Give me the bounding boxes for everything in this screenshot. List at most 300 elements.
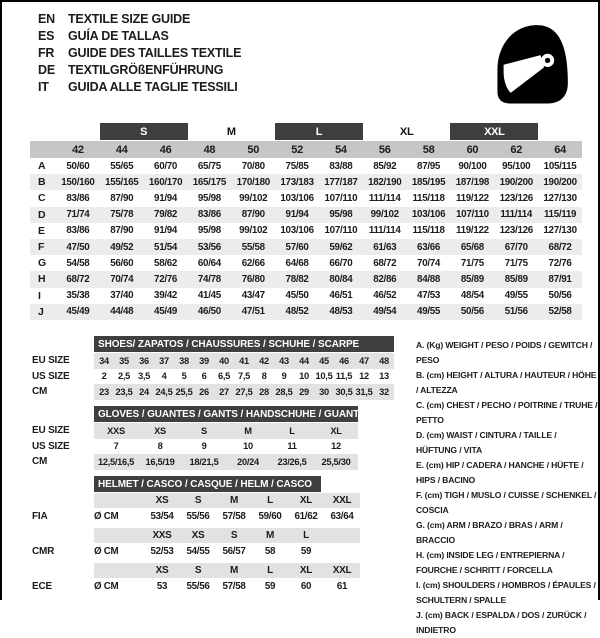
diameter-unit-label: Ø CM: [94, 546, 119, 557]
standard-label: FIA: [32, 511, 48, 522]
sub-table-value: 2: [101, 371, 107, 382]
row-letter: C: [38, 192, 46, 205]
size-value: 51/54: [154, 241, 178, 253]
helmet-size-header: XS: [180, 528, 216, 543]
legend-item: I. (cm) SHOULDERS / HOMBROS / ÉPAULES / SCHULTERN / SPALLE: [416, 580, 596, 605]
size-value: 59/62: [329, 241, 353, 253]
size-value: 67/70: [504, 241, 528, 253]
sub-table-value: 28: [254, 384, 274, 400]
legend-item: J. (cm) BACK / ESPALDA / DOS / ZURÜCK / INDIETRO: [416, 610, 587, 635]
spacer-cell: [32, 336, 94, 352]
sub-table-value: 23,5: [114, 384, 134, 400]
sub-table-row: [32, 454, 358, 470]
sub-table-value: 6,5: [217, 371, 231, 382]
helmet-size-header: M: [216, 493, 252, 508]
row-letter: H: [38, 273, 46, 286]
size-value: 107/110: [324, 192, 358, 204]
row-letter: B: [38, 176, 46, 189]
size-col-header: 44: [115, 143, 128, 156]
size-value: 83/86: [66, 192, 90, 204]
sub-table-value: 12,5/16,5: [94, 454, 138, 470]
legend-item: D. (cm) WAIST / CINTURA / TAILLE / HÜFTUNG / VITA: [416, 430, 557, 455]
size-value: 91/94: [154, 225, 178, 237]
sub-table-value: 44: [294, 353, 314, 369]
size-value: 47/50: [66, 241, 90, 253]
sub-table-value: 10: [243, 441, 253, 452]
size-value: 115/118: [412, 225, 445, 237]
helmet-size-value: 59: [264, 581, 276, 592]
language-title: TEXTILGRÖßENFÜHRUNG: [68, 63, 224, 77]
helmet-value-row: [32, 543, 360, 560]
helmet-size-value: 54/55: [186, 546, 210, 557]
helmet-size-value: 59: [300, 546, 312, 557]
helmet-size-header: M: [216, 563, 252, 578]
sub-table-value: 27,5: [234, 384, 254, 400]
sub-table-value: 45: [314, 353, 334, 369]
measure-row: [30, 304, 582, 320]
legend-item: H. (cm) INSIDE LEG / ENTREPIERNA / FOURCHE / SCHRITT / FORCELLA: [416, 550, 565, 575]
size-value: 83/86: [197, 209, 221, 221]
measure-row: [30, 223, 582, 239]
size-value: 71/75: [504, 257, 528, 269]
size-value: 103/106: [411, 209, 446, 221]
sub-table-value: 29: [294, 384, 314, 400]
size-value: 64/68: [285, 257, 309, 269]
spacer-cell: [32, 528, 94, 543]
language-code: IT: [38, 80, 49, 94]
size-group-label: XXL: [450, 123, 538, 140]
size-value: 47/51: [241, 306, 265, 318]
size-value: 185/195: [411, 176, 446, 188]
language-title-list: [38, 11, 241, 96]
size-value: 75/85: [285, 160, 309, 172]
diameter-unit-label: Ø CM: [94, 511, 119, 522]
sub-table-row: [32, 439, 358, 455]
size-value: 48/53: [329, 306, 353, 318]
size-value: 37/40: [110, 290, 134, 302]
sub-table-value: 40: [214, 353, 234, 369]
size-value: 160/170: [148, 176, 183, 188]
helmet-size-header: [324, 528, 360, 543]
size-value: 48/54: [460, 290, 484, 302]
size-value: 46/51: [329, 290, 353, 302]
helmet-size-header: XL: [288, 493, 324, 508]
helmet-size-header: XS: [144, 563, 180, 578]
sub-table-value: 36: [134, 353, 154, 369]
size-group-label: XL: [399, 125, 414, 138]
sub-table-value: 8: [157, 441, 163, 452]
size-col-header: 64: [554, 143, 566, 156]
racing-helmet-icon: [486, 16, 574, 110]
row-label: CM: [32, 456, 48, 468]
size-col-header: 42: [72, 143, 84, 156]
sub-table-value: XS: [138, 423, 182, 439]
row-letter: A: [38, 160, 46, 173]
size-value: 80/84: [329, 273, 353, 285]
size-value: 65/75: [197, 160, 221, 172]
helmet-size-value: 52/53: [150, 546, 174, 557]
sub-table-value: 10: [299, 371, 309, 382]
helmet-size-header: L: [252, 493, 288, 508]
spacer-cell: [94, 493, 144, 508]
sub-table-value: 47: [354, 353, 374, 369]
sub-table-value: 25,5: [174, 384, 194, 400]
size-value: 115/119: [543, 209, 577, 221]
helmet-size-value: 63/64: [330, 511, 354, 522]
size-value: 170/180: [236, 176, 270, 188]
size-value: 103/106: [280, 225, 314, 237]
sub-table-value: 7,5: [237, 371, 251, 382]
size-value: 70/74: [110, 273, 134, 285]
helmet-size-value: 55/56: [186, 511, 210, 522]
shoes-title-row: [32, 336, 394, 352]
helmet-size-value: 58: [264, 546, 276, 557]
size-value: 54/58: [66, 257, 90, 269]
language-code: EN: [38, 12, 55, 26]
spacer-cell: [30, 141, 56, 158]
size-value: 99/102: [370, 209, 399, 221]
size-value: 68/72: [548, 241, 572, 253]
sub-table-value: 12: [331, 441, 341, 452]
size-value: 53/56: [197, 241, 221, 253]
sub-table-value: 5: [181, 371, 187, 382]
legend-item: F. (cm) TIGH / MUSLO / CUISSE / SCHENKEL / COSCIA: [416, 490, 597, 515]
sub-table-value: 37: [154, 353, 174, 369]
size-col-header: 62: [510, 143, 523, 156]
helmet-size-value: 61: [336, 581, 348, 592]
sub-table-value: 39: [194, 353, 214, 369]
size-value: 105/115: [543, 160, 577, 172]
size-value: 39/42: [154, 290, 178, 302]
language-row: [38, 45, 241, 62]
size-value: 56/60: [110, 257, 134, 269]
sub-table-value: 34: [94, 353, 114, 369]
row-letter: G: [38, 257, 46, 270]
measure-row: [30, 288, 582, 304]
size-value: 45/50: [285, 290, 309, 302]
size-value: 70/74: [417, 257, 441, 269]
language-row: [38, 62, 241, 79]
size-value: 127/130: [543, 192, 577, 204]
sub-table-value: 24: [134, 384, 154, 400]
size-value: 107/110: [324, 225, 358, 237]
sub-table-value: 11: [287, 441, 297, 452]
size-col-header: 48: [203, 143, 216, 156]
language-title: GUIDA ALLE TAGLIE TESSILI: [68, 80, 238, 94]
sub-table-value: 11,5: [335, 371, 353, 382]
size-value: 48/52: [285, 306, 309, 318]
size-value: 44/48: [110, 306, 134, 318]
size-group-row: [30, 123, 582, 140]
size-value: 72/76: [154, 273, 178, 285]
row-label: US SIZE: [32, 440, 70, 452]
sub-table-value: 35: [114, 353, 134, 369]
size-value: 187/198: [455, 176, 490, 188]
size-value: 78/82: [285, 273, 309, 285]
size-value: 55/58: [241, 241, 265, 253]
helmet-size-header: L: [288, 528, 324, 543]
helmet-sizes-row: [32, 528, 360, 543]
sub-table-value: 9: [281, 371, 287, 382]
size-value: 90/100: [458, 160, 487, 172]
language-code: FR: [38, 46, 55, 60]
language-row: [38, 11, 241, 28]
size-value: 41/45: [197, 290, 221, 302]
sub-table-value: L: [270, 423, 314, 439]
size-value: 50/60: [66, 160, 90, 172]
size-value: 87/90: [241, 209, 265, 221]
helmet-size-value: [324, 543, 360, 560]
size-col-header: 50: [247, 143, 260, 156]
sub-table-value: 23: [94, 384, 114, 400]
row-label: EU SIZE: [32, 425, 70, 437]
sub-table-value: 38: [174, 353, 194, 369]
size-value: 51/56: [504, 306, 528, 318]
sub-table-value: 13: [379, 371, 389, 382]
size-value: 165/175: [192, 176, 227, 188]
size-value: 70/80: [241, 160, 265, 172]
size-value: 182/190: [368, 176, 402, 188]
sub-table-value: 26: [194, 384, 214, 400]
size-value: 190/200: [543, 176, 577, 188]
size-value: 111/114: [500, 209, 533, 221]
size-value: 85/89: [460, 273, 484, 285]
size-value: 63/66: [417, 241, 441, 253]
measure-row: [30, 158, 582, 174]
language-row: [38, 79, 241, 96]
size-value: 155/165: [105, 176, 139, 188]
size-value: 65/68: [460, 241, 484, 253]
sub-table-value: 9: [201, 441, 207, 452]
sub-table-value: 28,5: [274, 384, 294, 400]
size-value: 87/90: [110, 225, 134, 237]
spacer-cell: [32, 563, 94, 578]
size-value: 87/91: [548, 273, 572, 285]
helmet-size-value: 59/60: [258, 511, 282, 522]
sub-table-value: 12: [359, 371, 369, 382]
size-group-label: L: [275, 123, 363, 140]
helmet-size-value: 55/56: [186, 581, 210, 592]
language-code: ES: [38, 29, 55, 43]
sub-table-value: 6: [201, 371, 207, 382]
spacer-cell: [32, 493, 94, 508]
helmet-size-value: 53/54: [150, 511, 174, 522]
size-value: 103/106: [280, 192, 314, 204]
size-value: 87/90: [110, 192, 134, 204]
helmet-sizes-row: [32, 493, 360, 508]
sub-table-row: [32, 369, 394, 385]
sub-table-value: 43: [274, 353, 294, 369]
size-value: 127/130: [543, 225, 577, 237]
size-value: 79/82: [154, 209, 178, 221]
spacer-cell: [94, 528, 144, 543]
size-col-header: 56: [378, 143, 391, 156]
size-col-header: 58: [422, 143, 435, 156]
size-value: 95/100: [502, 160, 531, 172]
helmet-size-header: S: [216, 528, 252, 543]
helmet-size-value: 57/58: [222, 581, 246, 592]
size-group-label: M: [226, 125, 236, 138]
helmet-title-row: [32, 476, 360, 492]
size-value: 76/80: [241, 273, 265, 285]
size-value: 49/52: [110, 241, 134, 253]
size-value: 49/55: [504, 290, 528, 302]
language-row: [38, 28, 241, 45]
helmet-size-value: 56/57: [222, 546, 246, 557]
size-value: 71/74: [66, 209, 90, 221]
size-value: 119/122: [456, 225, 489, 237]
size-value: 111/114: [368, 225, 401, 237]
size-col-header: 54: [335, 143, 347, 156]
size-value: 85/92: [373, 160, 397, 172]
measure-row: [30, 190, 582, 206]
size-value: 57/60: [285, 241, 309, 253]
legend-item: B. (cm) HEIGHT / ALTURA / HAUTEUR / HÖHE / ALTEZZA: [416, 370, 597, 395]
sub-table-value: 30,5: [334, 384, 354, 400]
sub-table-value: 10,5: [315, 371, 333, 382]
size-value: 95/98: [197, 192, 221, 204]
sub-table-value: 8: [261, 371, 267, 382]
sub-table-value: 20/24: [226, 454, 270, 470]
size-value: 60/70: [154, 160, 178, 172]
sub-table-value: 23/26,5: [270, 454, 314, 470]
measure-row: [30, 255, 582, 271]
size-col-header: 46: [159, 143, 172, 156]
sub-table-value: 31,5: [354, 384, 374, 400]
spacer-cell: [32, 476, 94, 492]
shoes-size-table: [32, 336, 394, 400]
row-letter: F: [38, 241, 45, 254]
measure-row: [30, 239, 582, 255]
size-value: 74/78: [197, 273, 221, 285]
sub-table-value: 24,5: [154, 384, 174, 400]
size-value: 49/55: [417, 306, 441, 318]
size-value: 35/38: [66, 290, 90, 302]
size-value: 91/94: [154, 192, 178, 204]
sub-table-value: 30: [314, 384, 334, 400]
size-value: 50/56: [548, 290, 572, 302]
size-value: 83/88: [329, 160, 353, 172]
row-label: CM: [32, 386, 48, 398]
sub-table-row: [32, 353, 394, 369]
size-value: 84/88: [417, 273, 441, 285]
size-value: 66/70: [329, 257, 353, 269]
size-value: 150/160: [61, 176, 95, 188]
size-value: 43/47: [241, 290, 265, 302]
helmet-size-header: S: [180, 493, 216, 508]
legend-item: C. (cm) CHEST / PECHO / POITRINE / TRUHE / PETTO: [416, 400, 598, 425]
shoes-table-title: SHOES/ ZAPATOS / CHAUSSURES / SCHUHE / SCARPE: [94, 336, 394, 352]
gloves-size-table: [32, 406, 362, 470]
sub-table-value: 3,5: [137, 371, 151, 382]
size-value: 123/126: [499, 225, 533, 237]
size-value: 55/65: [110, 160, 134, 172]
legend-item: A. (Kg) WEIGHT / PESO / POIDS / GEWITCH / PESO: [416, 340, 593, 365]
row-letter: D: [38, 208, 46, 221]
standard-label: CMR: [32, 546, 55, 557]
size-value: 85/89: [504, 273, 528, 285]
size-value: 68/72: [373, 257, 397, 269]
size-col-header: 60: [466, 143, 479, 156]
gloves-table-title: GLOVES / GUANTES / GANTS / HANDSCHUHE / GUANTI: [94, 406, 358, 422]
spacer-cell: [32, 406, 94, 422]
size-value: 173/183: [280, 176, 314, 188]
gloves-title-row: [32, 406, 362, 422]
row-label: US SIZE: [32, 370, 70, 382]
helmet-table-title: HELMET / CASCO / CASQUE / HELM / CASCO: [94, 476, 321, 492]
helmet-size-header: XS: [144, 493, 180, 508]
size-value: 111/114: [368, 192, 401, 204]
helmet-size-header: XXS: [144, 528, 180, 543]
sub-table-value: 2,5: [117, 371, 131, 382]
sub-table-value: 41: [234, 353, 254, 369]
helmet-sizes-row: [32, 563, 360, 578]
spacer-cell: [94, 563, 144, 578]
size-col-header: 52: [291, 143, 303, 156]
sub-table-value: 46: [334, 353, 354, 369]
size-value: 177/187: [324, 176, 358, 188]
size-value: 99/102: [239, 225, 268, 237]
sub-table-value: 18/21,5: [182, 454, 226, 470]
size-value: 45/49: [154, 306, 178, 318]
helmet-value-row: [32, 578, 360, 595]
helmet-size-header: L: [252, 563, 288, 578]
helmet-size-header: XL: [288, 563, 324, 578]
size-value: 107/110: [456, 209, 489, 221]
language-code: DE: [38, 63, 55, 77]
size-group-label: S: [100, 123, 188, 140]
sub-table-value: 27: [214, 384, 234, 400]
size-value: 82/86: [373, 273, 397, 285]
row-label: EU SIZE: [32, 355, 70, 367]
measurement-legend: [416, 338, 598, 638]
sub-table-value: 25,5/30: [314, 454, 358, 470]
sub-table-value: S: [182, 423, 226, 439]
sub-table-row: [32, 423, 358, 439]
size-value: 95/98: [329, 209, 353, 221]
sub-table-value: XL: [314, 423, 358, 439]
sub-table-value: M: [226, 423, 270, 439]
size-value: 60/64: [197, 257, 221, 269]
size-value: 99/102: [239, 192, 268, 204]
standard-label: ECE: [32, 581, 52, 592]
helmet-value-row: [32, 508, 360, 525]
size-value: 62/66: [241, 257, 265, 269]
size-value: 72/76: [548, 257, 572, 269]
size-value: 45/49: [66, 306, 90, 318]
sub-table-value: XXS: [94, 423, 138, 439]
size-value: 119/122: [456, 192, 489, 204]
helmet-size-header: S: [180, 563, 216, 578]
size-value: 58/62: [154, 257, 178, 269]
size-value: 49/54: [373, 306, 397, 318]
diameter-unit-label: Ø CM: [94, 581, 119, 592]
size-value: 71/75: [460, 257, 484, 269]
helmet-size-value: 61/62: [294, 511, 318, 522]
size-value: 46/52: [373, 290, 397, 302]
language-title: GUIDE DES TAILLES TEXTILE: [68, 46, 242, 60]
size-value: 91/94: [285, 209, 309, 221]
sub-table-value: 4: [161, 371, 167, 382]
helmet-size-header: XXL: [324, 563, 360, 578]
helmet-size-value: 57/58: [222, 511, 246, 522]
measure-row: [30, 207, 582, 223]
size-value: 61/63: [373, 241, 397, 253]
language-title: GUÍA DE TALLAS: [68, 29, 169, 43]
size-value: 190/200: [499, 176, 533, 188]
textile-size-table: [30, 123, 582, 320]
measure-row: [30, 271, 582, 287]
